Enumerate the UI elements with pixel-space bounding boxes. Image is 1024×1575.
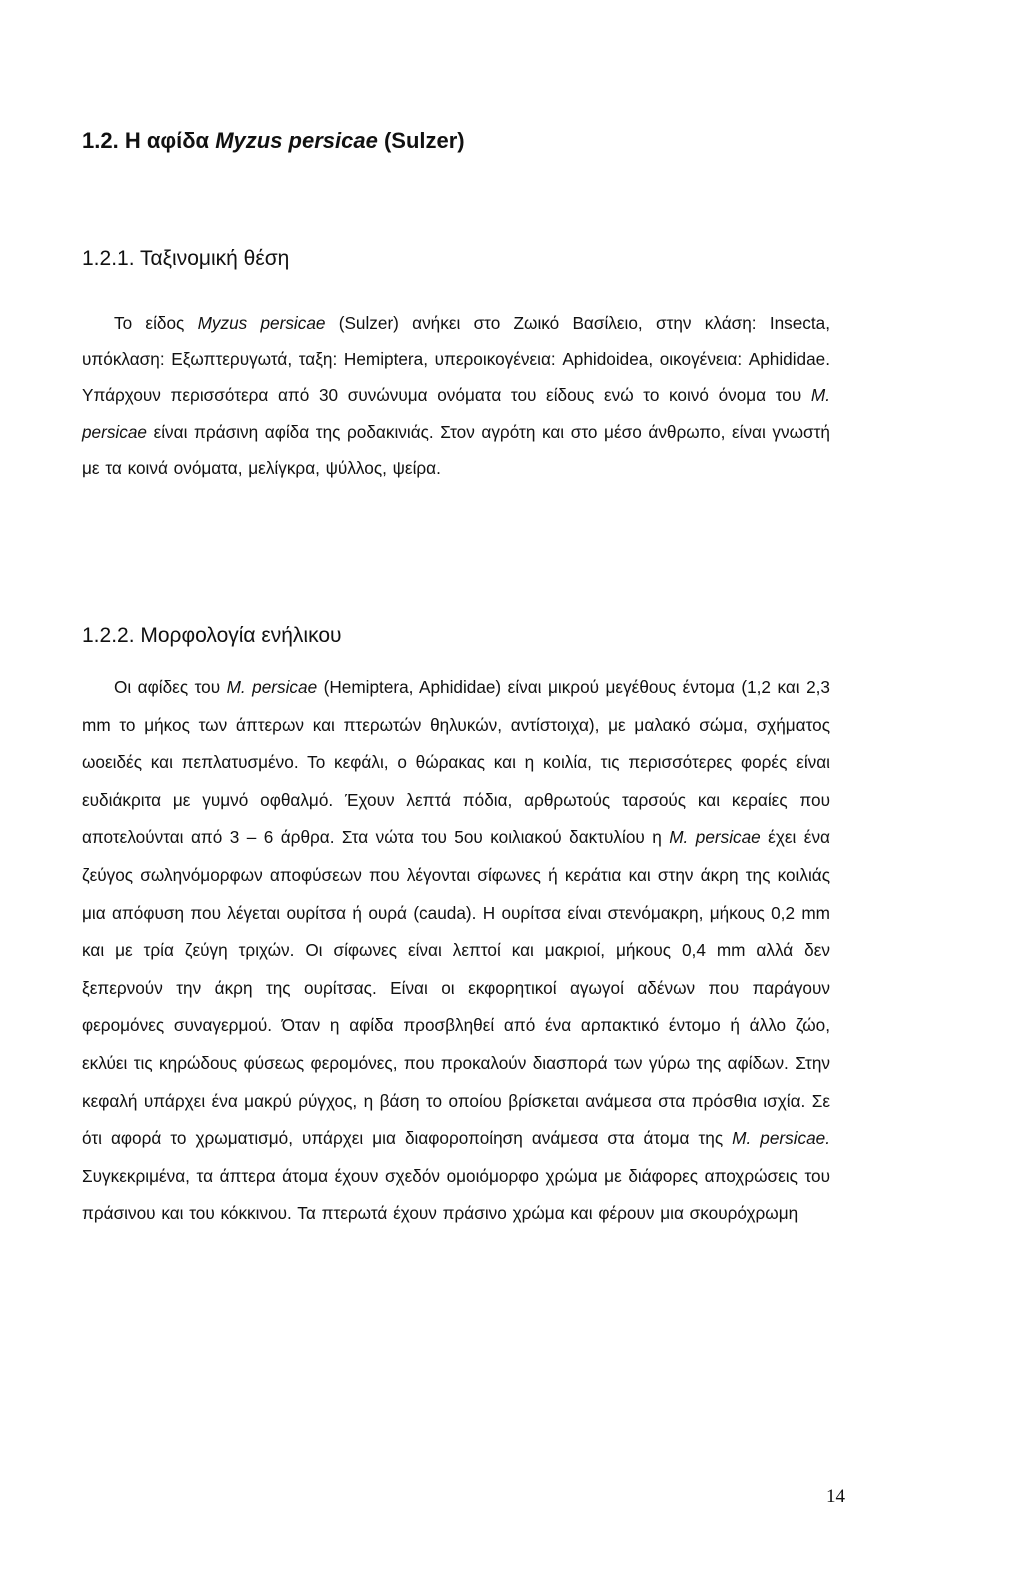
section-number: 1.2. (82, 128, 119, 153)
text-run: (Hemiptera, Aphididae) είναι μικρού μεγέθους έντομα (1,2 και 2,3 mm το μήκος των άπτερων και πτερωτών θηλυκών, αντίστοιχα), με μαλακό σώμα, σχήματος ωοειδές και πεπλατυσμένο. Το κεφάλι, ο θώρακας και η κοιλία, τις περισσότερες φορές είναι ευδιάκριτα με γυμνό οφθαλμό. Έχουν λεπτά πόδια, αρθρωτούς ταρσούς και κεραίες που αποτελούνται από 3 – 6 άρθρα. Στα νώτα του 5ου κοιλιακού δακτυλίου η (82, 677, 830, 848)
morphology-paragraph (82, 669, 830, 1233)
text-run: έχει ένα ζεύγος σωληνόμορφων αποφύσεων που λέγονται σίφωνες ή κεράτια και στην άκρη της κοιλιάς μια απόφυση που λέγεται ουρίτσα ή ουρά (cauda). Η ουρίτσα είναι στενόμακρη, μήκους 0,2 mm και με τρία ζεύγη τριχών. Οι σίφωνες είναι λεπτοί και μακριοί, μήκους 0,4 mm αλλά δεν ξεπερνούν την άκρη της ουρίτσας. Είναι οι εκφορητικοί αγωγοί αδένων που παράγουν φερομόνες συναγερμού. Όταν η αφίδα προσβληθεί από ένα αρπακτικό έντομο ή άλλο ζώο, εκλύει τις κηρώδους φύσεως φερομόνες, που προκαλούν διασπορά των γύρω της αφίδων. Στην κεφαλή υπάρχει ένα μακρύ ρύγχος, η βάση το οποίου βρίσκεται ανάμεσα στα πρόσθια ισχία. Σε ότι αφορά το χρωματισμό, υπάρχει μια διαφοροποίηση ανάμεσα στα άτομα της (82, 827, 830, 1149)
page-number: 14 (826, 1486, 845, 1507)
subsection-heading-taxonomy: 1.2.1. Ταξινομική θέση (82, 247, 290, 270)
section-title-suffix: (Sulzer) (377, 128, 465, 153)
text-run: (Sulzer) ανήκει στο Ζωικό Βασίλειο, στην κλάση: Insecta, υπόκλαση: Εξωπτερυγωτά, ταξη: Hemiptera, υπεροικογένεια: Aphidoidea, οικογένεια: Aphididae. Υπάρχουν περισσότερα από 30 συνώνυμα ονόματα του είδους ενώ το κοινό όνομα του (82, 313, 831, 406)
species-name: M. persicae (226, 677, 318, 697)
text-run: Συγκεκριμένα, τα άπτερα άτομα έχουν σχεδόν ομοιόμορφο χρώμα με διάφορες αποχρώσεις του πράσινου και του κόκκινου. Τα πτερωτά έχουν πράσινο χρώμα και φέρουν μια σκουρόχρωμη (82, 1165, 830, 1224)
subsection-heading-morphology: 1.2.2. Μορφολογία ενήλικου (82, 624, 342, 647)
text-run: Το είδος (114, 313, 198, 333)
text-run: είναι πράσινη αφίδα της ροδακινιάς. Στον αγρότη και στο μέσο άνθρωπο, είναι γνωστή με τα κοινά ονόματα, μελίγκρα, ψύλλος, ψείρα. (82, 421, 830, 478)
section-heading (82, 126, 465, 156)
section-title-prefix: Η αφίδα (124, 128, 216, 153)
section-title-species: Myzus persicae (215, 128, 378, 153)
species-name: M. persicae. (732, 1128, 831, 1149)
species-name: M. persicae (669, 827, 761, 848)
species-name: Myzus persicae (197, 313, 326, 333)
text-run: Οι αφίδες του (114, 677, 227, 697)
species-name: M. persicae (82, 385, 830, 442)
taxonomy-paragraph (82, 305, 830, 486)
